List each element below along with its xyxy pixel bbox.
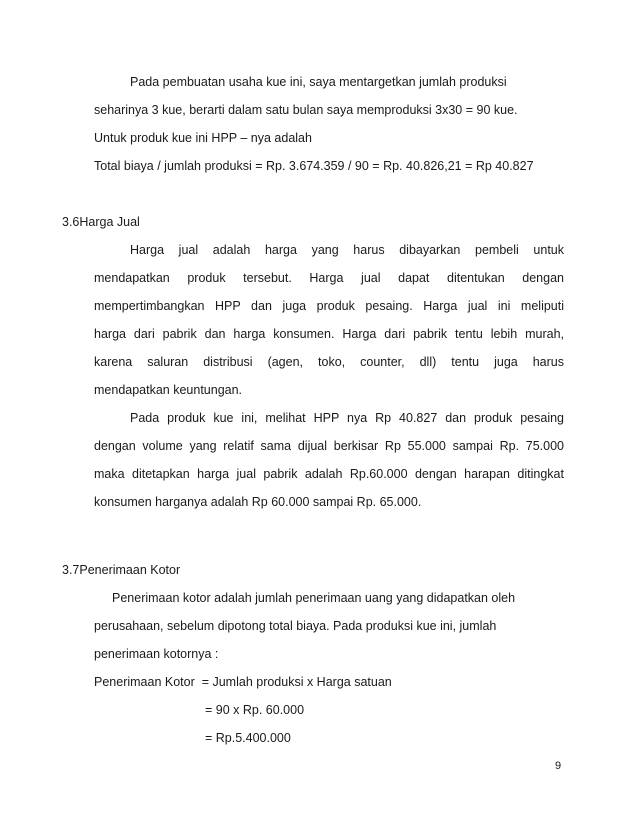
formula-line-3: = Rp.5.400.000 bbox=[205, 731, 291, 745]
harga-jual-para2-line-3: maka ditetapkan harga jual pabrik adalah Rp.60.000 dengan harapan ditingkat bbox=[94, 467, 564, 481]
penerimaan-para-line-2: perusahaan, sebelum dipotong total biaya. Pada produksi kue ini, jumlah bbox=[94, 619, 497, 633]
harga-jual-para1-line-5: karena saluran distribusi (agen, toko, counter, dll) tentu juga harus bbox=[94, 355, 564, 369]
intro-line-3: Untuk produk kue ini HPP – nya adalah bbox=[94, 131, 312, 145]
harga-jual-para1-line-6: mendapatkan keuntungan. bbox=[94, 383, 243, 397]
formula-line-2: = 90 x Rp. 60.000 bbox=[205, 703, 305, 717]
section-heading-penerimaan-kotor: 3.7Penerimaan Kotor bbox=[62, 563, 181, 577]
page-number: 9 bbox=[555, 760, 562, 772]
harga-jual-para2-line-1: Pada produk kue ini, melihat HPP nya Rp 40.827 dan produk pesaing bbox=[130, 411, 564, 425]
penerimaan-para-line-3: penerimaan kotornya : bbox=[94, 647, 219, 661]
harga-jual-para2-line-4: konsumen harganya adalah Rp 60.000 sampai Rp. 65.000. bbox=[94, 495, 422, 509]
intro-line-4: Total biaya / jumlah produksi = Rp. 3.674.359 / 90 = Rp. 40.826,21 = Rp 40.827 bbox=[94, 159, 534, 173]
harga-jual-para1-line-1: Harga jual adalah harga yang harus dibayarkan pembeli untuk bbox=[130, 243, 564, 257]
harga-jual-para1-line-3: mempertimbangkan HPP dan juga produk pesaing. Harga jual ini meliputi bbox=[94, 299, 564, 313]
penerimaan-para-line-1: Penerimaan kotor adalah jumlah penerimaan uang yang didapatkan oleh bbox=[112, 591, 516, 605]
harga-jual-para1-line-4: harga dari pabrik dan harga konsumen. Harga dari pabrik tentu lebih murah, bbox=[94, 327, 564, 341]
harga-jual-para1-line-2: mendapatkan produk tersebut. Harga jual dapat ditentukan dengan bbox=[94, 271, 564, 285]
intro-line-1: Pada pembuatan usaha kue ini, saya mentargetkan jumlah produksi bbox=[130, 75, 507, 89]
intro-line-2: seharinya 3 kue, berarti dalam satu bulan saya memproduksi 3x30 = 90 kue. bbox=[94, 103, 518, 117]
section-heading-harga-jual: 3.6Harga Jual bbox=[62, 215, 140, 229]
harga-jual-para2-line-2: dengan volume yang relatif sama dijual berkisar Rp 55.000 sampai Rp. 75.000 bbox=[94, 439, 564, 453]
formula-line-1: Penerimaan Kotor = Jumlah produksi x Harga satuan bbox=[94, 675, 392, 689]
